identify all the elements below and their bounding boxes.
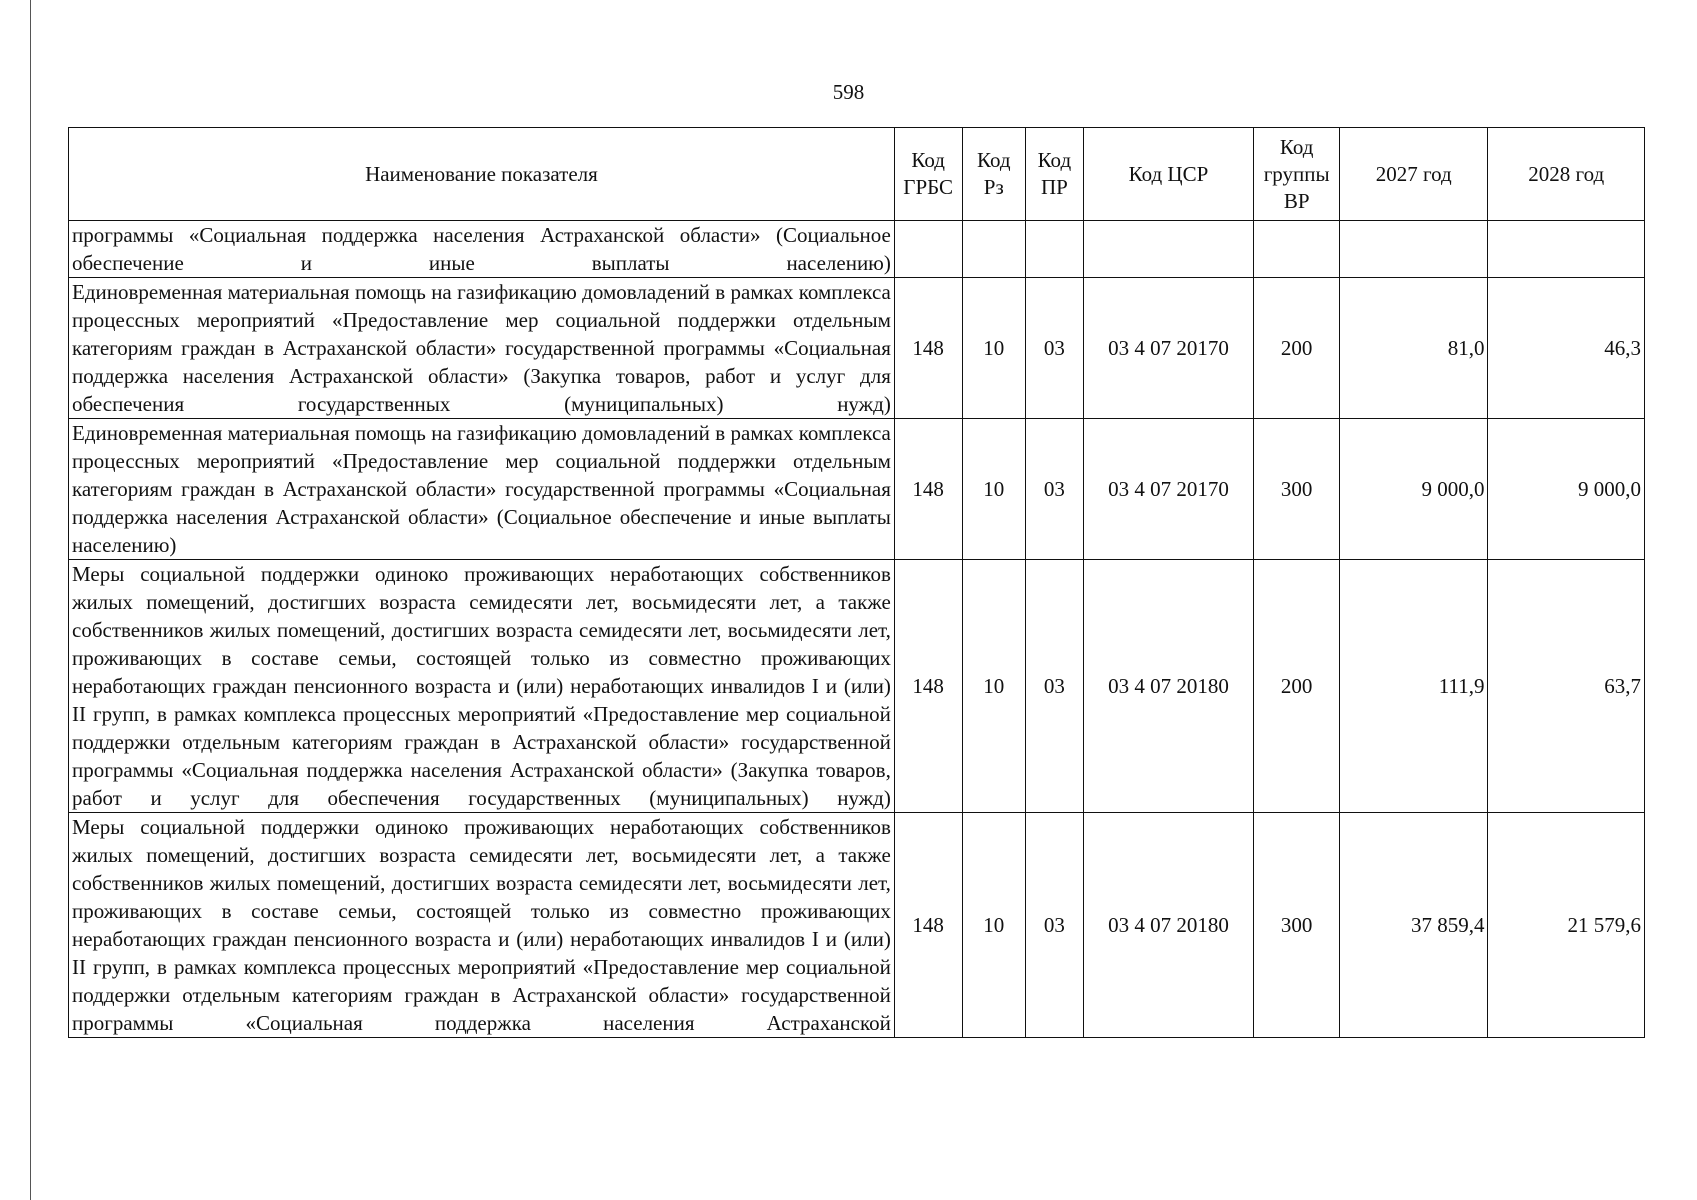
grbs-code bbox=[894, 221, 962, 278]
amount-2028: 21 579,6 bbox=[1488, 813, 1645, 1038]
rz-code: 10 bbox=[962, 813, 1026, 1038]
indicator-name: Единовременная материальная помощь на газификацию домовладений в рамках комплекса процессных мероприятий «Предоставление мер социальной поддержки отдельным категориям граждан в Астраханской области» государственной программы «Социальная поддержка населения Астраханской области» (Социальное обеспечение и иные выплаты населению) bbox=[69, 419, 895, 560]
vr-code: 300 bbox=[1254, 419, 1340, 560]
header-2027: 2027 год bbox=[1340, 128, 1488, 221]
vr-code bbox=[1254, 221, 1340, 278]
pr-code: 03 bbox=[1026, 813, 1084, 1038]
table-row bbox=[69, 419, 1645, 560]
amount-2028: 9 000,0 bbox=[1488, 419, 1645, 560]
pr-code: 03 bbox=[1026, 419, 1084, 560]
budget-table bbox=[68, 127, 1645, 1038]
csr-code: 03 4 07 20170 bbox=[1083, 278, 1254, 419]
grbs-code: 148 bbox=[894, 278, 962, 419]
page-number: 598 bbox=[832, 80, 865, 104]
grbs-code: 148 bbox=[894, 560, 962, 813]
pr-code: 03 bbox=[1026, 278, 1084, 419]
header-rz: Код Рз bbox=[962, 128, 1026, 221]
indicator-name: Меры социальной поддержки одиноко проживающих неработающих собственников жилых помещений, достигших возраста семидесяти лет, восьмидесяти лет, а также собственников жилых помещений, достигших возраста семидесяти лет, восьмидесяти лет, проживающих в составе семьи, состоящей только из совместно проживающих неработающих граждан пенсионного возраста и (или) неработающих инвалидов I и (или) II групп, в рамках комплекса процессных мероприятий «Предоставление мер социальной поддержки отдельным категориям граждан в Астраханской области» государственной программы «Социальная поддержка населения Астраханской области» (Закупка товаров, работ и услуг для обеспечения государственных (муниципальных) нужд) bbox=[69, 560, 895, 813]
header-grbs: Код ГРБС bbox=[894, 128, 962, 221]
vr-code: 200 bbox=[1254, 560, 1340, 813]
header-row bbox=[69, 128, 1645, 221]
pr-code bbox=[1026, 221, 1084, 278]
rz-code: 10 bbox=[962, 560, 1026, 813]
rz-code bbox=[962, 221, 1026, 278]
pr-code: 03 bbox=[1026, 560, 1084, 813]
amount-2027: 81,0 bbox=[1340, 278, 1488, 419]
amount-2027: 111,9 bbox=[1340, 560, 1488, 813]
indicator-name: Единовременная материальная помощь на газификацию домовладений в рамках комплекса процессных мероприятий «Предоставление мер социальной поддержки отдельным категориям граждан в Астраханской области» государственной программы «Социальная поддержка населения Астраханской области» (Закупка товаров, работ и услуг для обеспечения государственных (муниципальных) нужд) bbox=[69, 278, 895, 419]
amount-2027 bbox=[1340, 221, 1488, 278]
table-row bbox=[69, 278, 1645, 419]
indicator-name: Меры социальной поддержки одиноко проживающих неработающих собственников жилых помещений, достигших возраста семидесяти лет, восьмидесяти лет, а также собственников жилых помещений, достигших возраста семидесяти лет, восьмидесяти лет, проживающих в составе семьи, состоящей только из совместно проживающих неработающих граждан пенсионного возраста и (или) неработающих инвалидов I и (или) II групп, в рамках комплекса процессных мероприятий «Предоставление мер социальной поддержки отдельным категориям граждан в Астраханской области» государственной программы «Социальная поддержка населения Астраханской bbox=[69, 813, 895, 1038]
amount-2028: 46,3 bbox=[1488, 278, 1645, 419]
header-csr: Код ЦСР bbox=[1083, 128, 1254, 221]
csr-code: 03 4 07 20180 bbox=[1083, 813, 1254, 1038]
vr-code: 300 bbox=[1254, 813, 1340, 1038]
header-name: Наименование показателя bbox=[69, 128, 895, 221]
indicator-name: программы «Социальная поддержка населения Астраханской области» (Социальное обеспечение и иные выплаты населению) bbox=[69, 221, 895, 278]
amount-2027: 9 000,0 bbox=[1340, 419, 1488, 560]
vr-code: 200 bbox=[1254, 278, 1340, 419]
amount-2028: 63,7 bbox=[1488, 560, 1645, 813]
scan-edge-line bbox=[30, 0, 31, 1200]
header-2028: 2028 год bbox=[1488, 128, 1645, 221]
csr-code: 03 4 07 20180 bbox=[1083, 560, 1254, 813]
rz-code: 10 bbox=[962, 278, 1026, 419]
grbs-code: 148 bbox=[894, 813, 962, 1038]
table-row bbox=[69, 560, 1645, 813]
csr-code: 03 4 07 20170 bbox=[1083, 419, 1254, 560]
table-row bbox=[69, 813, 1645, 1038]
rz-code: 10 bbox=[962, 419, 1026, 560]
header-pr: Код ПР bbox=[1026, 128, 1084, 221]
csr-code bbox=[1083, 221, 1254, 278]
grbs-code: 148 bbox=[894, 419, 962, 560]
amount-2027: 37 859,4 bbox=[1340, 813, 1488, 1038]
amount-2028 bbox=[1488, 221, 1645, 278]
table-row bbox=[69, 221, 1645, 278]
header-vr: Код группы ВР bbox=[1254, 128, 1340, 221]
